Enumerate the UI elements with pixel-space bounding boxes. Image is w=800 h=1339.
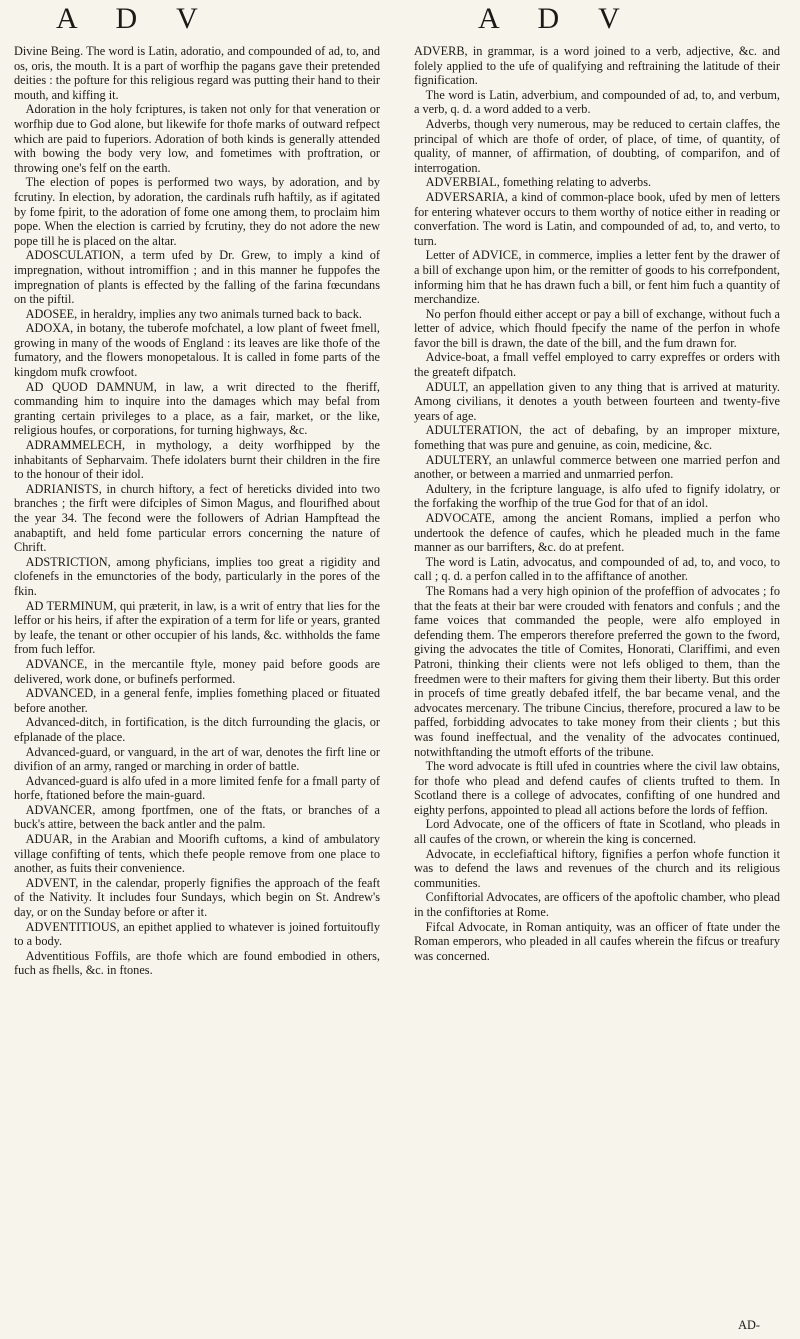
dictionary-entry: Adventitious Foffils, are thofe which are found embodied in others, fuch as fhells, &c. in ftones.: [14, 948, 380, 978]
running-head-right: A D V: [478, 2, 636, 35]
dictionary-entry: Divine Being. The word is Latin, adoratio, and compounded of ad, to, and os, oris, the mouth. It is a part of worfhip the pagans gave their pretended deities : the pofture for this religious regard was putting their hand to their mouth, and kiffing it.: [14, 44, 380, 102]
dictionary-entry: AD QUOD DAMNUM, in law, a writ directed to the fheriff, commanding him to inquire into the damages which may befal from granting certain privileges to a place, as a fair, market, or the like, religious houfes, or corporations, for turning highways, &c.: [14, 379, 380, 438]
dictionary-entry: The Romans had a very high opinion of the profeffion of advocates ; fo that the feats at their bar were crouded with fenators and confuls ; and the fame voices that commanded the people, were alfo employed in defending them. The emperors therefore preferred the gown to the fword, giving the advocates the title of Comites, Honorati, Clariffimi, and even Patroni, thinking their clients were not lefs obliged to them, than the freedmen were to their mafters for giving them their liberty. But this order in procefs of time greatly debafed itfelf, the bar became venal, and the advocates mercenary. The tribune Cincius, therefore, procured a law to be paffed, forbidding advocates to take money from their clients ; but this was found ineffectual, and the venality of the advocates continued, notwithftanding the utmoft efforts of the tribune.: [414, 583, 780, 759]
dictionary-entry: The election of popes is performed two ways, by adoration, and by fcrutiny. In election, by adoration, the cardinals rufh haftily, as if agitated by fome fpirit, to the adoration of fome one among them, to proclaim him pope. When the election is carried by fcrutiny, they do not adore the new pope till he is placed on the altar.: [14, 175, 380, 248]
dictionary-entry: Advice-boat, a fmall veffel employed to carry expreffes or orders with the greateft difpatch.: [414, 350, 780, 380]
catchword: AD-: [738, 1318, 760, 1332]
dictionary-entry: ADVERSARIA, a kind of common-place book, ufed by men of letters for entering whatever occurs to them worthy of notice either in reading or converfation. The word is Latin, and compounded of ad, to, and verto, to turn.: [414, 189, 780, 248]
dictionary-entry: ADOSCULATION, a term ufed by Dr. Grew, to imply a kind of impregnation, without intromiffion ; and in this manner he fuppofes the impregnation of plants is effected by the falling of the farina fœcundans on the piftil.: [14, 248, 380, 307]
dictionary-entry: ADVERBIAL, fomething relating to adverbs.: [425, 175, 652, 190]
dictionary-entry: ADUAR, in the Arabian and Moorifh cuftoms, a kind of ambulatory village confifting of tents, which thefe people remove from one place to another, as fuits their convenience.: [14, 832, 380, 876]
dictionary-entry: The word advocate is ftill ufed in countries where the civil law obtains, for thofe who plead and defend caufes of clients trufted to them. In Scotland there is a college of advocates, confifting of one hundred and eighty perfons, appointed to plead all actions before the lords of feffion.: [414, 759, 780, 817]
dictionary-entry: Advanced-ditch, in fortification, is the ditch furrounding the glacis, or efplanade of the place.: [14, 715, 380, 744]
dictionary-entry: ADVOCATE, among the ancient Romans, implied a perfon who undertook the defence of caufes, which he pleaded much in the fame manner as our barrifters, &c. do at prefent.: [414, 511, 780, 555]
dictionary-entry: ADVERB, in grammar, is a word joined to a verb, adjective, &c. and folely applied to the ufe of qualifying and reftraining the latitude of their fignification.: [414, 44, 780, 88]
dictionary-entry: Confiftorial Advocates, are officers of the apoftolic chamber, who plead in the confiftories at Rome.: [414, 890, 780, 920]
dictionary-entry: No perfon fhould either accept or pay a bill of exchange, without fuch a letter of advice, which fhould fpecify the name of the perfon in whofe favor the bill is drawn, the date of the bill, and the fum drawn for.: [414, 306, 780, 350]
dictionary-entry: Advanced-guard is alfo ufed in a more limited fenfe for a fmall party of horfe, ftationed before the main-guard.: [14, 773, 380, 803]
right-column: [414, 44, 780, 963]
dictionary-entry: The word is Latin, advocatus, and compounded of ad, to, and voco, to call ; q. d. a perfon called in to the affiftance of another.: [414, 554, 780, 584]
dictionary-entry: ADRAMMELECH, in mythology, a deity worfhipped by the inhabitants of Sepharvaim. Thefe idolaters burnt their children in the fire to the honour of their idol.: [14, 438, 380, 482]
dictionary-entry: ADULTERY, an unlawful commerce between one married perfon and another, or between a married and unmarried perfon.: [414, 452, 780, 482]
dictionary-entry: ADVANCED, in a general fenfe, implies fomething placed or fituated before another.: [14, 686, 380, 715]
left-column: [14, 44, 380, 978]
running-head-left: A D V: [56, 2, 214, 35]
dictionary-entry: Adverbs, though very numerous, may be reduced to certain claffes, the principal of which are thofe of order, of place, of time, of quantity, of quality, of manner, of affirmation, of doubting, of comparifon, and of interrogation.: [414, 116, 780, 175]
dictionary-entry: ADVANCER, among fportfmen, one of the ftats, or branches of a buck's attire, between the back antler and the palm.: [14, 802, 380, 832]
dictionary-entry: ADOSEE, in heraldry, implies any two animals turned back to back.: [25, 306, 362, 321]
dictionary-entry: ADVENT, in the calendar, properly fignifies the approach of the feaft of the Nativity. It includes four Sundays, which begin on St. Andrew's day, or on the Sunday before or after it.: [14, 875, 380, 920]
dictionary-entry: ADVANCE, in the mercantile ftyle, money paid before goods are delivered, work done, or bufinefs performed.: [14, 656, 380, 686]
dictionary-entry: Letter of ADVICE, in commerce, implies a letter fent by the drawer of a bill of exchange upon him, or the remitter of goods to his correfpondent, informing him that he has drawn fuch a bill, or fent him fuch a quantity of merchandize.: [414, 248, 780, 307]
dictionary-entry: ADSTRICTION, among phyficians, implies too great a rigidity and clofenefs in the emunctories of the body, particularly in the pores of the fkin.: [14, 554, 380, 598]
dictionary-entry: Adultery, in the fcripture language, is alfo ufed to fignify idolatry, or the forfaking the worfhip of the true God for that of an idol.: [414, 481, 780, 511]
dictionary-entry: ADULT, an appellation given to any thing that is arrived at maturity. Among civilians, it denotes a youth between fourteen and twenty-five years of age.: [414, 379, 780, 423]
dictionary-entry: ADULTERATION, the act of debafing, by an improper mixture, fomething that was pure and genuine, as coin, medicine, &c.: [414, 423, 780, 453]
dictionary-entry: The word is Latin, adverbium, and compounded of ad, to, and verbum, a verb, q. d. a word added to a verb.: [414, 87, 780, 117]
dictionary-entry: Adoration in the holy fcriptures, is taken not only for that veneration or worfhip due to God alone, but likewife for thofe marks of outward refpect which are paid to fuperiors. Adoration of both kinds is generally attended with bowing the body very low, and fometimes with proftration, or throwing one's felf on the earth.: [14, 102, 380, 175]
dictionary-entry: AD TERMINUM, qui præterit, in law, is a writ of entry that lies for the leffor or his heirs, if after the expiration of a term for life or years, granted by leafe, the tenant or other occupier of his lands, &c. withholds the fame from fuch leffor.: [14, 598, 380, 657]
dictionary-entry: Advanced-guard, or vanguard, in the art of war, denotes the firft line or divifion of an army, ranged or marching in order of battle.: [14, 744, 380, 774]
dictionary-entry: ADRIANISTS, in church hiftory, a fect of hereticks divided into two branches ; the firft were difciples of Simon Magus, and flourifhed about the year 34. The fecond were the followers of Adrian Hampftead the anabaptift, and held fome particular errors concerning the nature of Chrift.: [14, 481, 380, 555]
dictionary-entry: Fifcal Advocate, in Roman antiquity, was an officer of ftate under the Roman emperors, who pleaded in all caufes wherein the fifcus or treafury was concerned.: [414, 919, 780, 963]
running-head: [0, 2, 800, 36]
dictionary-entry: Advocate, in ecclefiaftical hiftory, fignifies a perfon whofe function it was to defend the laws and revenues of the church and its religious communities.: [414, 846, 780, 890]
dictionary-entry: ADOXA, in botany, the tuberofe mofchatel, a low plant of fweet fmell, growing in many of the woods of England : its leaves are like thofe of the fumatory, and the flowers monopetalous. It is called in fome parts of the kingdom mufk crowfoot.: [14, 321, 380, 380]
dictionary-entry: Lord Advocate, one of the officers of ftate in Scotland, who pleads in all caufes of the crown, or wherein the king is concerned.: [414, 817, 780, 847]
dictionary-entry: ADVENTITIOUS, an epithet applied to whatever is joined fortuitoufly to a body.: [14, 919, 380, 949]
